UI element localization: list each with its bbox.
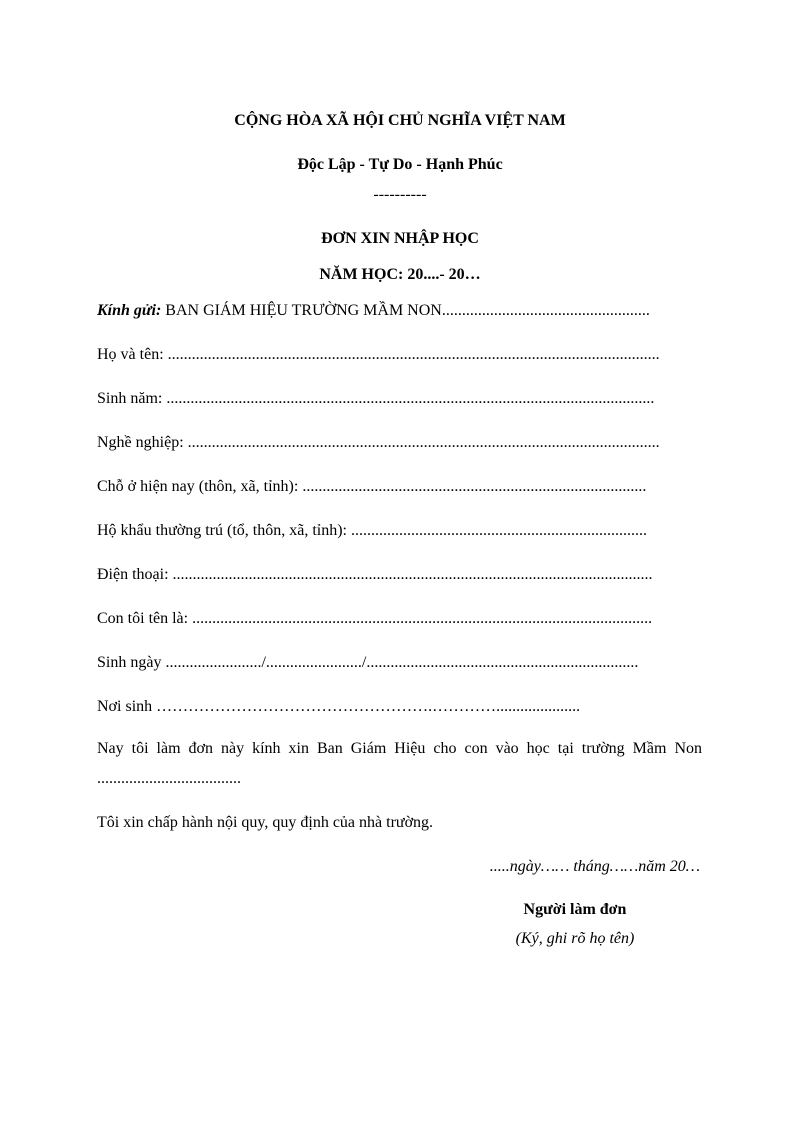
date-line: .....ngày…… tháng……năm 20… <box>489 858 700 875</box>
current-address-field: Chỗ ở hiện nay (thôn, xã, tỉnh): ...................................................................................... <box>97 478 647 495</box>
country-header: CỘNG HÒA XÃ HỘI CHỦ NGHĨA VIỆT NAM <box>234 112 566 129</box>
permanent-residence-field: Hộ khẩu thường trú (tổ, thôn, xã, tỉnh): .......................................................................... <box>97 522 647 539</box>
request-paragraph-line1: Nay tôi làm đơn này kính xin Ban Giám Hiệu cho con vào học tại trường Mầm Non <box>97 740 702 757</box>
form-title: ĐƠN XIN NHẬP HỌC <box>321 230 479 247</box>
national-motto: Độc Lập - Tự Do - Hạnh Phúc <box>297 156 503 173</box>
full-name-field: Họ và tên: ........................................................................................................................... <box>97 346 660 363</box>
birth-year-field: Sinh năm: .......................................................................................................................... <box>97 390 655 407</box>
request-paragraph-line2: .................................... <box>97 770 241 787</box>
child-name-field: Con tôi tên là: ................................................................................................................... <box>97 610 653 627</box>
birth-place-field: Nơi sinh …………………………………………….…………..................... <box>97 698 581 715</box>
birth-date-field: Sinh ngày ......................../......................../.................................................................... <box>97 654 639 671</box>
commitment-statement: Tôi xin chấp hành nội quy, quy định của nhà trường. <box>97 814 434 831</box>
signature-title: Người làm đơn <box>523 901 627 918</box>
recipient-label: Kính gửi: <box>97 302 162 319</box>
recipient-line <box>97 301 702 321</box>
header-separator: ---------- <box>373 186 427 203</box>
occupation-field: Nghề nghiệp: ...................................................................................................................... <box>97 434 660 451</box>
phone-field: Điện thoại: ........................................................................................................................ <box>97 566 653 583</box>
recipient-value: BAN GIÁM HIỆU TRƯỜNG MẦM NON.................................................... <box>161 302 650 319</box>
signature-note: (Ký, ghi rõ họ tên) <box>515 930 635 947</box>
school-year: NĂM HỌC: 20....- 20… <box>319 266 481 283</box>
